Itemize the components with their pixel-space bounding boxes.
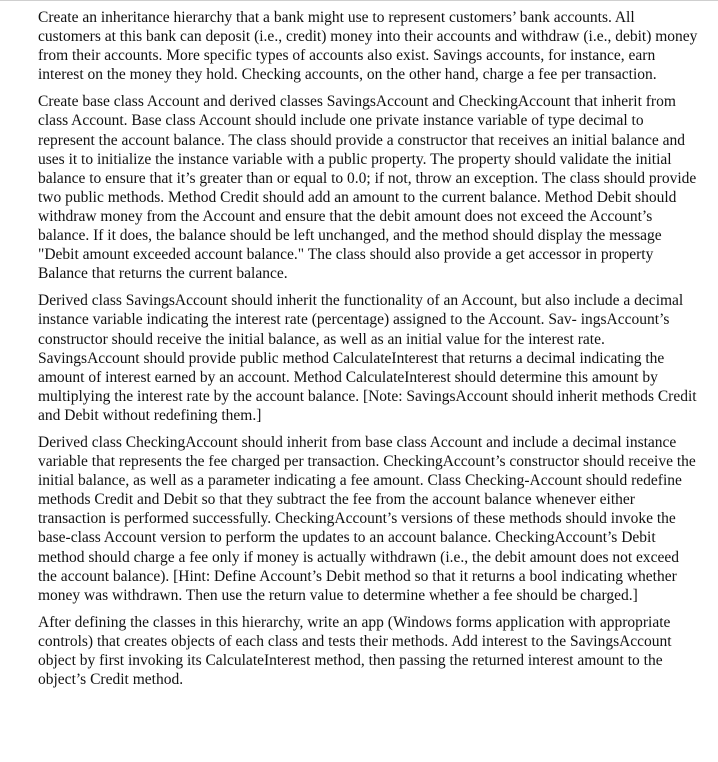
document-body xyxy=(38,8,698,697)
paragraph-account-class: Create base class Account and derived classes SavingsAccount and CheckingAccount that inherit from class Account. Base class Account should include one private instance variable of type decimal to represent the account balance. The class should provide a constructor that receives an initial balance and uses it to initialize the instance variable with a public property. The property should validate the initial balance to ensure that it’s greater than or equal to 0.0; if not, throw an exception. The class should provide two public methods. Method Credit should add an amount to the current balance. Method Debit should withdraw money from the Account and ensure that the debit amount does not exceed the Account’s balance. If it does, the balance should be left unchanged, and the method should display the message "Debit amount exceeded account balance." The class should also provide a get accessor in property Balance that returns the current balance. xyxy=(38,93,697,283)
top-border-rule xyxy=(0,0,718,1)
paragraph-checking-account: Derived class CheckingAccount should inherit from base class Account and include a decimal instance variable that represents the fee charged per transaction. CheckingAccount’s constructor should receive the initial balance, as well as a parameter indicating a fee amount. Class Checking-Account should redefine methods Credit and Debit so that they subtract the fee from the account balance whenever either transaction is performed successfully. CheckingAccount’s versions of these methods should invoke the base-class Account version to perform the updates to an account balance. CheckingAccount’s Debit method should charge a fee only if money is actually withdrawn (i.e., the debit amount does not exceed the account balance). [Hint: Define Account’s Debit method so that it returns a bool indicating whether money was withdrawn. Then use the return value to determine whether a fee should be charged.] xyxy=(38,433,696,604)
paragraph-savings-account: Derived class SavingsAccount should inherit the functionality of an Account, but also include a decimal instance variable indicating the interest rate (percentage) assigned to the Account. Sav- ingsAccount’s constructor should receive the initial balance, as well as an initial value for the interest rate. SavingsAccount should provide public method CalculateInterest that returns a decimal indicating the amount of interest earned by an account. Method CalculateInterest should determine this amount by multiplying the interest rate by the account balance. [Note: SavingsAccount should inherit methods Credit and Debit without redefining them.] xyxy=(38,292,697,424)
paragraph-intro: Create an inheritance hierarchy that a bank might use to represent customers’ bank accounts. All customers at this bank can deposit (i.e., credit) money into their accounts and withdraw (i.e., debit) money from their accounts. More specific types of accounts also exist. Savings accounts, for instance, earn interest on the money they hold. Checking accounts, on the other hand, charge a fee per transaction. xyxy=(38,9,698,84)
paragraph-app-instructions: After defining the classes in this hierarchy, write an app (Windows forms application with appropriate controls) that creates objects of each class and tests their methods. Add interest to the SavingsAccount object by first invoking its CalculateInterest method, then passing the returned interest amount to the object’s Credit method. xyxy=(38,613,672,689)
